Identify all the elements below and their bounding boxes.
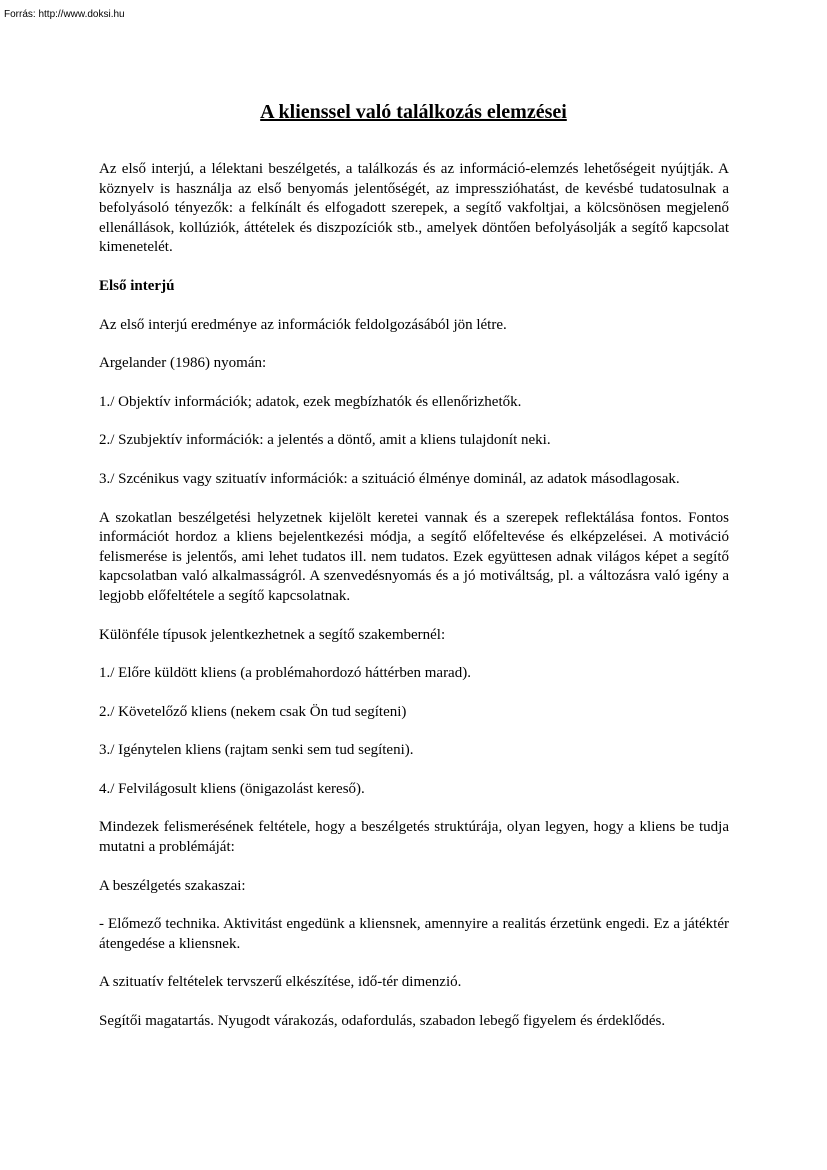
body-paragraph: A szokatlan beszélgetési helyzetnek kijelölt keretei vannak és a szerepek reflektálása fontos. Fontos információt hordoz a kliens bejelentkezési módja, a segítő előfeltevése és elképzelései. A motiváció felismerése is jelentős, ami lehet tudatos ill. nem tudatos. Ezek együttesen adnak világos képet a segítő kapcsolatban való alkalmasságról. A szenvedésnyomás és a jó motiváltság, pl. a változásra való igény a legjobb előfeltétele a segítő kapcsolatnak. [99,509,729,604]
page-title: A klienssel való találkozás elemzései [260,101,567,123]
list-item: 3./ Igénytelen kliens (rajtam senki sem tud segíteni). [99,742,414,759]
body-paragraph: A szituatív feltételek tervszerű elkészítése, idő-tér dimenzió. [99,974,462,991]
source-line: Forrás: http://www.doksi.hu [4,9,125,20]
body-paragraph: A beszélgetés szakaszai: [99,877,246,894]
list-item: 2./ Szubjektív információk: a jelentés a döntő, amit a kliens tulajdonít neki. [99,432,551,449]
body-paragraph: Különféle típusok jelentkezhetnek a segítő szakembernél: [99,626,446,643]
body-paragraph: Az első interjú eredménye az információk feldolgozásából jön létre. [99,316,507,333]
body-paragraph: - Előmező technika. Aktivitást engedünk a kliensnek, amennyire a realitás érzetünk engedi. Ez a játéktér átengedése a kliensnek. [99,916,729,952]
list-item: 3./ Szcénikus vagy szituatív információk: a szituáció élménye dominál, az adatok másodlagosak. [99,470,680,487]
list-item: 2./ Követelőző kliens (nekem csak Ön tud segíteni) [99,703,407,720]
body-paragraph: Segítői magatartás. Nyugodt várakozás, odafordulás, szabadon lebegő figyelem és érdeklődés. [99,1013,666,1030]
intro-paragraph: Az első interjú, a lélektani beszélgetés, a találkozás és az információ-elemzés lehetőségeit nyújtják. A köznyelv is használja az első benyomás jelentőségét, az impresszióhatást, de kevésbé tudatosulnak a befolyásoló tényezők: a felkínált és elfogadott szerepek, a segítő vakfoltjai, a kölcsönösen megjelenő ellenállások, kollúziók, áttételek és diszpozíciók stb., amelyek döntően befolyásolják a segítő kapcsolat kimenetelét. [99,161,729,256]
list-item: 1./ Objektív információk; adatok, ezek megbízhatók és ellenőrizhetők. [99,393,522,410]
body-paragraph: Mindezek felismerésének feltétele, hogy a beszélgetés struktúrája, olyan legyen, hogy a kliens be tudja mutatni a problémáját: [99,819,729,856]
document-body [99,160,729,1051]
section-heading: Első interjú [99,277,175,294]
list-item: 1./ Előre küldött kliens (a problémahordozó háttérben marad). [99,665,471,682]
list-item: 4./ Felvilágosult kliens (önigazolást kereső). [99,780,365,797]
body-paragraph: Argelander (1986) nyomán: [99,355,267,372]
